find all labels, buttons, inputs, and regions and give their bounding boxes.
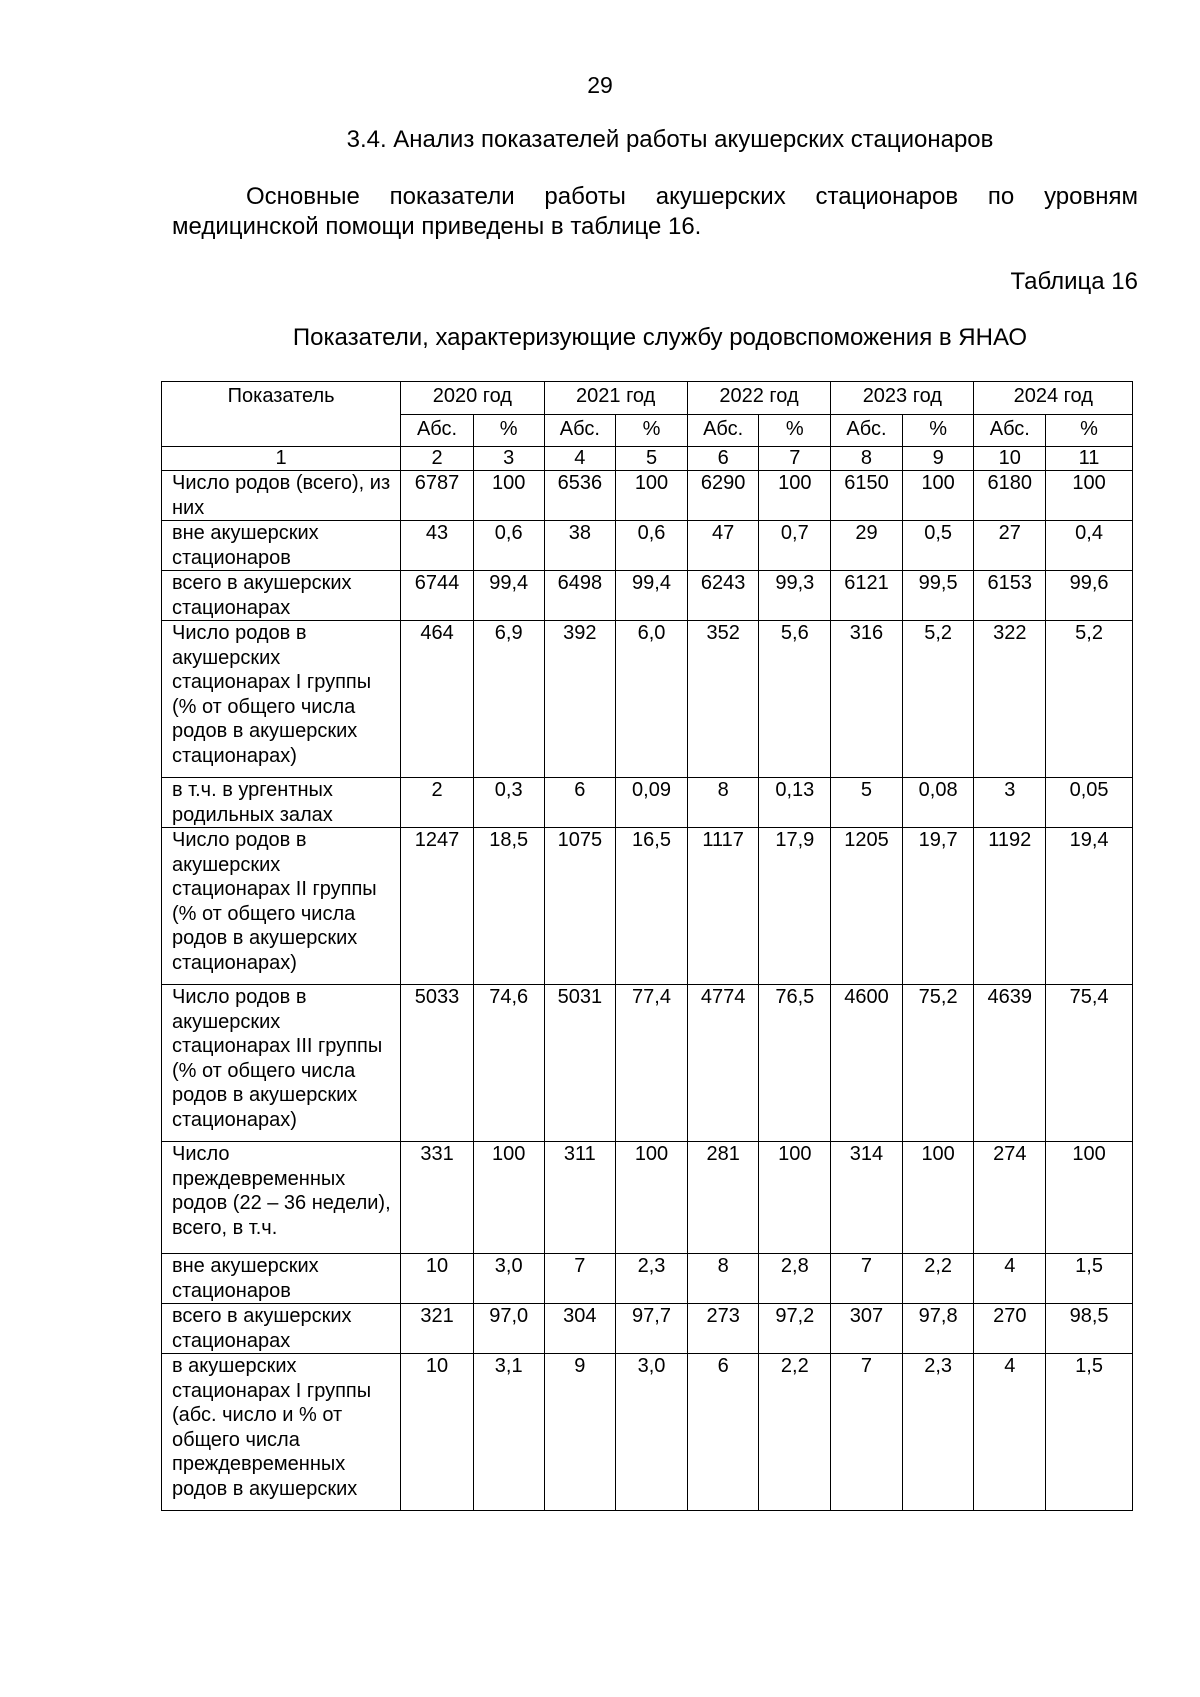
table-cell: 99,6 — [1046, 571, 1133, 621]
row-label: Число родов (всего), из них — [162, 471, 401, 521]
table-cell: 6121 — [831, 571, 903, 621]
table-cell: 8 — [687, 1254, 759, 1304]
table-caption: Показатели, характеризующие службу родовспоможения в ЯНАО — [292, 324, 1028, 351]
table-cell: 6243 — [687, 571, 759, 621]
table-cell: 19,7 — [902, 828, 974, 985]
table-cell: 3,0 — [473, 1254, 544, 1304]
table-cell: 270 — [974, 1304, 1046, 1354]
table-cell: 100 — [902, 1142, 974, 1254]
table-cell: 331 — [401, 1142, 474, 1254]
table-row — [162, 1142, 1133, 1254]
table-cell: 2,2 — [902, 1254, 974, 1304]
sub-header: Абс. — [974, 415, 1046, 447]
sub-header: % — [473, 415, 544, 447]
row-label: всего в акушерских стационарах — [162, 571, 401, 621]
table-cell: 1192 — [974, 828, 1046, 985]
table-cell: 0,4 — [1046, 521, 1133, 571]
table-cell: 0,3 — [473, 778, 544, 828]
table-cell: 100 — [473, 1142, 544, 1254]
table-cell: 100 — [759, 1142, 831, 1254]
sub-header: % — [902, 415, 974, 447]
table-row — [162, 1304, 1133, 1354]
table-cell: 307 — [831, 1304, 903, 1354]
table-cell: 304 — [544, 1304, 616, 1354]
table-cell: 10 — [401, 1254, 474, 1304]
table-cell: 77,4 — [616, 985, 688, 1142]
table-cell: 6150 — [831, 471, 903, 521]
row-label: в акушерских стационарах I группы (абс. число и % от общего числа преждевременных родов в акушерских — [162, 1354, 401, 1511]
sub-header: Абс. — [687, 415, 759, 447]
table-cell: 316 — [831, 621, 903, 778]
column-number: 2 — [401, 447, 474, 471]
table-cell: 0,6 — [473, 521, 544, 571]
table-cell: 7 — [831, 1354, 903, 1511]
table-cell: 4639 — [974, 985, 1046, 1142]
table-row — [162, 621, 1133, 778]
table-cell: 0,6 — [616, 521, 688, 571]
sub-header: Абс. — [831, 415, 903, 447]
table-cell: 74,6 — [473, 985, 544, 1142]
column-number: 6 — [687, 447, 759, 471]
table-cell: 100 — [759, 471, 831, 521]
row-label: Число родов в акушерских стационарах I группы (% от общего числа родов в акушерских стационарах) — [162, 621, 401, 778]
table-cell: 19,4 — [1046, 828, 1133, 985]
table-cell: 6,9 — [473, 621, 544, 778]
table-number: Таблица 16 — [1010, 268, 1138, 295]
column-number: 3 — [473, 447, 544, 471]
table-row — [162, 471, 1133, 521]
column-number: 5 — [616, 447, 688, 471]
table-cell: 4774 — [687, 985, 759, 1142]
column-number: 4 — [544, 447, 616, 471]
table-cell: 352 — [687, 621, 759, 778]
table-cell: 322 — [974, 621, 1046, 778]
table-cell: 0,09 — [616, 778, 688, 828]
table-cell: 100 — [902, 471, 974, 521]
table-cell: 99,5 — [902, 571, 974, 621]
table-cell: 1,5 — [1046, 1254, 1133, 1304]
table-cell: 97,2 — [759, 1304, 831, 1354]
sub-header: Абс. — [544, 415, 616, 447]
table-cell: 4 — [974, 1354, 1046, 1511]
table-cell: 311 — [544, 1142, 616, 1254]
table-cell: 9 — [544, 1354, 616, 1511]
table-cell: 100 — [473, 471, 544, 521]
table-cell: 1075 — [544, 828, 616, 985]
table-cell: 99,3 — [759, 571, 831, 621]
table-cell: 2,3 — [616, 1254, 688, 1304]
table-cell: 6744 — [401, 571, 474, 621]
table-cell: 100 — [616, 471, 688, 521]
table-cell: 29 — [831, 521, 903, 571]
row-label: вне акушерских стационаров — [162, 1254, 401, 1304]
table-cell: 75,2 — [902, 985, 974, 1142]
table-cell: 99,4 — [473, 571, 544, 621]
table-cell: 314 — [831, 1142, 903, 1254]
table-cell: 6 — [544, 778, 616, 828]
sub-header: Абс. — [401, 415, 474, 447]
table-cell: 27 — [974, 521, 1046, 571]
sub-header: % — [616, 415, 688, 447]
table-cell: 6787 — [401, 471, 474, 521]
table-row — [162, 521, 1133, 571]
data-table — [161, 446, 1133, 1511]
table-cell: 6536 — [544, 471, 616, 521]
table-cell: 3,0 — [616, 1354, 688, 1511]
year-header: 2022 год — [687, 382, 830, 415]
indicator-header: Показатель — [162, 382, 401, 447]
table-cell: 6,0 — [616, 621, 688, 778]
table-cell: 6498 — [544, 571, 616, 621]
row-label: Число родов в акушерских стационарах III группы (% от общего числа родов в акушерских стационарах) — [162, 985, 401, 1142]
table-cell: 100 — [1046, 471, 1133, 521]
section-title: 3.4. Анализ показателей работы акушерских стационаров — [346, 126, 994, 153]
table-cell: 281 — [687, 1142, 759, 1254]
table-cell: 1117 — [687, 828, 759, 985]
table-cell: 17,9 — [759, 828, 831, 985]
table-cell: 4600 — [831, 985, 903, 1142]
row-label: в т.ч. в ургентных родильных залах — [162, 778, 401, 828]
table-cell: 6 — [687, 1354, 759, 1511]
year-header: 2021 год — [544, 382, 687, 415]
column-number: 11 — [1046, 447, 1133, 471]
row-label: Число преждевременных родов (22 – 36 недели), всего, в т.ч. — [162, 1142, 401, 1254]
table-cell: 10 — [401, 1354, 474, 1511]
table-cell: 76,5 — [759, 985, 831, 1142]
table-cell: 0,13 — [759, 778, 831, 828]
table-row — [162, 778, 1133, 828]
table-cell: 8 — [687, 778, 759, 828]
page-number: 29 — [587, 72, 613, 98]
table-cell: 18,5 — [473, 828, 544, 985]
table-cell: 0,08 — [902, 778, 974, 828]
table-row — [162, 571, 1133, 621]
table-cell: 47 — [687, 521, 759, 571]
table-cell: 6290 — [687, 471, 759, 521]
table-header — [161, 381, 1133, 447]
year-header: 2020 год — [401, 382, 544, 415]
table-cell: 0,5 — [902, 521, 974, 571]
table-cell: 6153 — [974, 571, 1046, 621]
table-cell: 0,7 — [759, 521, 831, 571]
column-number-row — [162, 447, 1133, 471]
table-cell: 97,8 — [902, 1304, 974, 1354]
column-number: 1 — [162, 447, 401, 471]
table-cell: 6180 — [974, 471, 1046, 521]
table-cell: 5,2 — [1046, 621, 1133, 778]
table-cell: 100 — [1046, 1142, 1133, 1254]
table-cell: 274 — [974, 1142, 1046, 1254]
column-number: 10 — [974, 447, 1046, 471]
column-number: 8 — [831, 447, 903, 471]
row-label: Число родов в акушерских стационарах II группы (% от общего числа родов в акушерских стационарах) — [162, 828, 401, 985]
table-cell: 0,05 — [1046, 778, 1133, 828]
table-cell: 392 — [544, 621, 616, 778]
table-cell: 3,1 — [473, 1354, 544, 1511]
table-cell: 2,8 — [759, 1254, 831, 1304]
table-cell: 97,0 — [473, 1304, 544, 1354]
table-cell: 75,4 — [1046, 985, 1133, 1142]
table-cell: 5031 — [544, 985, 616, 1142]
table-cell: 464 — [401, 621, 474, 778]
table-cell: 2 — [401, 778, 474, 828]
table-cell: 43 — [401, 521, 474, 571]
table-cell: 16,5 — [616, 828, 688, 985]
column-number: 7 — [759, 447, 831, 471]
table-cell: 4 — [974, 1254, 1046, 1304]
row-label: вне акушерских стационаров — [162, 521, 401, 571]
table-cell: 2,3 — [902, 1354, 974, 1511]
table-cell: 273 — [687, 1304, 759, 1354]
table-cell: 1247 — [401, 828, 474, 985]
table-cell: 5033 — [401, 985, 474, 1142]
table-row — [162, 1354, 1133, 1511]
row-label: всего в акушерских стационарах — [162, 1304, 401, 1354]
table-cell: 100 — [616, 1142, 688, 1254]
year-header: 2023 год — [831, 382, 974, 415]
table-row — [162, 985, 1133, 1142]
table-cell: 7 — [831, 1254, 903, 1304]
table-cell: 5,2 — [902, 621, 974, 778]
table-cell: 99,4 — [616, 571, 688, 621]
table-cell: 5,6 — [759, 621, 831, 778]
year-header: 2024 год — [974, 382, 1133, 415]
table-cell: 3 — [974, 778, 1046, 828]
table-cell: 5 — [831, 778, 903, 828]
table-cell: 7 — [544, 1254, 616, 1304]
intro-paragraph: Основные показатели работы акушерских стационаров по уровням медицинской помощи приведены в таблице 16. — [172, 183, 1138, 240]
table-cell: 321 — [401, 1304, 474, 1354]
sub-header: % — [1046, 415, 1133, 447]
table-cell: 97,7 — [616, 1304, 688, 1354]
table-row — [162, 828, 1133, 985]
table-cell: 98,5 — [1046, 1304, 1133, 1354]
sub-header: % — [759, 415, 831, 447]
table-row — [162, 1254, 1133, 1304]
column-number: 9 — [902, 447, 974, 471]
table-cell: 2,2 — [759, 1354, 831, 1511]
table-cell: 38 — [544, 521, 616, 571]
table-cell: 1,5 — [1046, 1354, 1133, 1511]
table-cell: 1205 — [831, 828, 903, 985]
